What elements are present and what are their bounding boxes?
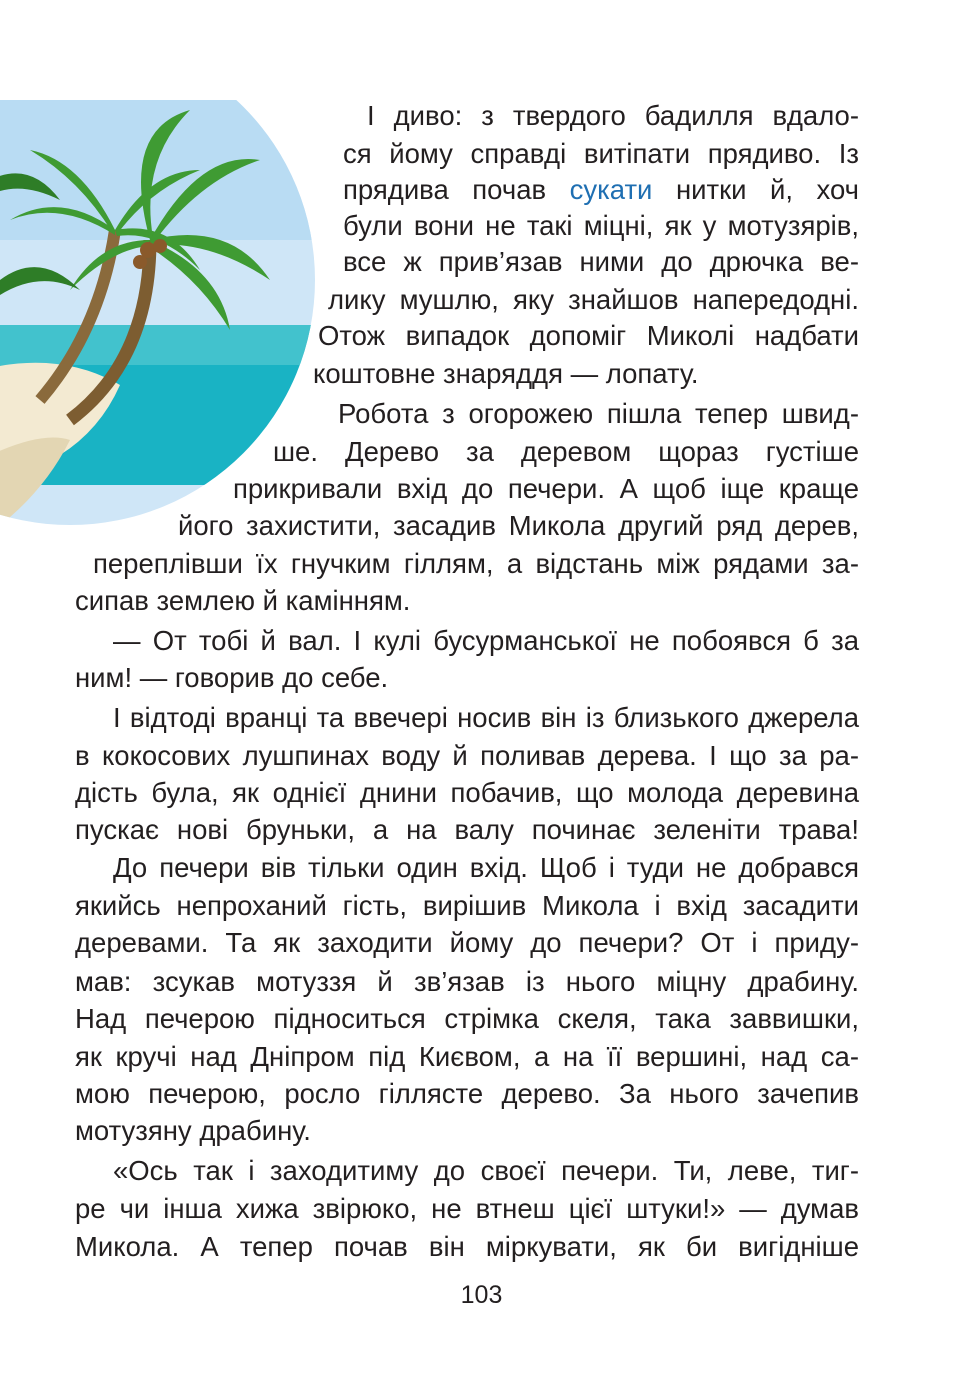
text-line: ше. Дерево за деревом щораз густіше bbox=[273, 436, 859, 467]
text-line: ре чи інша хижа звірюко, не втнеш цієї штуки!» — думав bbox=[75, 1193, 859, 1224]
text-line: Робота з огорожею пішла тепер швид- bbox=[338, 398, 859, 429]
text-line: були вони не такі міцні, як у мотузярів, bbox=[343, 210, 859, 241]
text-fragment: нитки й, хоч bbox=[652, 174, 859, 205]
text-line: дість була, як однієї днини побачив, що молода деревина bbox=[75, 777, 859, 808]
text-line: пускає нові бруньки, а на валу починає зеленіти трава! bbox=[75, 814, 859, 845]
text-line: Отож випадок допоміг Миколі надбати bbox=[318, 320, 859, 351]
text-line: деревами. Та як заходити йому до печери? От і приду- bbox=[75, 927, 859, 958]
text-line: — От тобі й вал. І кулі бусурманської не побоявся б за bbox=[113, 625, 859, 656]
text-line: сипав землею й камінням. bbox=[75, 585, 411, 616]
text-line: До печери вів тільки один вхід. Щоб і туди не добрався bbox=[113, 852, 859, 883]
text-line: коштовне знаряддя — лопату. bbox=[313, 358, 699, 389]
text-line: лику мушлю, яку знайшов напередодні. bbox=[328, 284, 859, 315]
page-number: 103 bbox=[460, 1281, 503, 1309]
text-line: все ж прив’язав ними до дрючка ве- bbox=[343, 246, 859, 277]
text-line bbox=[343, 171, 859, 209]
text-line: І відтоді вранці та ввечері носив він із близького джерела bbox=[113, 702, 859, 733]
text-fragment: прядива почав bbox=[343, 174, 570, 205]
text-line: якийсь непроханий гість, вирішив Микола і вхід засадити bbox=[75, 890, 859, 921]
text-line: Над печерою підноситься стрімка скеля, така заввишки, bbox=[75, 1003, 859, 1034]
text-line: ним! — говорив до себе. bbox=[75, 662, 389, 693]
text-line: І диво: з твердого бадилля вдало- bbox=[367, 100, 859, 131]
text-line: як кручі над Дніпром під Києвом, а на її вершині, над са- bbox=[75, 1041, 859, 1072]
text-line: мотузяну драбину. bbox=[75, 1115, 311, 1146]
text-line: Микола. А тепер почав він міркувати, як би вигідніше bbox=[75, 1231, 859, 1262]
text-line: в кокосових лушпинах воду й поливав дерева. І що за ра- bbox=[75, 740, 859, 771]
text-line: прикривали вхід до печери. А щоб іще краще bbox=[233, 473, 859, 504]
text-line: «Ось так і заходитиму до своєї печери. Ти, леве, тиг- bbox=[113, 1155, 859, 1186]
text-line: його захистити, засадив Микола другий ряд дерев, bbox=[178, 510, 859, 541]
text-line: переплівши їх гнучким гіллям, а відстань між рядами за- bbox=[93, 548, 859, 579]
text-line: мою печерою, росло гіллясте дерево. За нього зачепив bbox=[75, 1078, 859, 1109]
text-line: мав: зсукав мотуззя й зв’язав із нього міцну драбину. bbox=[75, 966, 859, 997]
glossary-word-link[interactable]: сукати bbox=[569, 174, 653, 205]
text-line: ся йому справді витіпати прядиво. Із bbox=[343, 138, 859, 169]
